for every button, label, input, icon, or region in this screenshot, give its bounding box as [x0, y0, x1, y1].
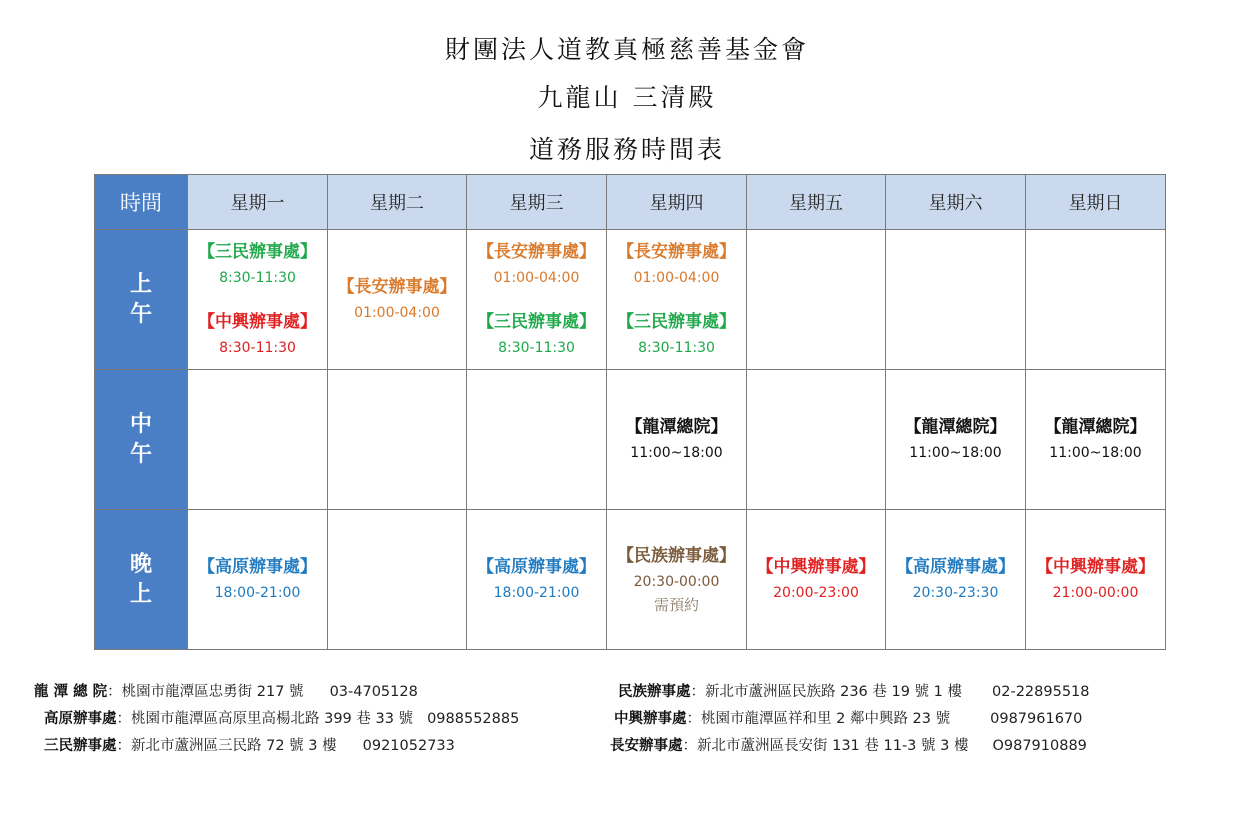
schedule-cell-morning-fri	[747, 230, 886, 370]
office-label: 【三民辦事處】	[477, 311, 596, 332]
day-header-tue: 星期二	[328, 175, 467, 230]
office-hours: 8:30-11:30	[498, 339, 575, 356]
office-entry	[477, 241, 596, 289]
office-entry	[757, 556, 876, 604]
office-hours: 18:00-21:00	[214, 584, 301, 601]
office-label: 【龍潭總院】	[625, 416, 728, 437]
day-header-sat: 星期六	[886, 175, 1026, 230]
office-phone: O987910889	[992, 738, 1087, 754]
office-entry	[896, 556, 1015, 604]
office-label: 【中興辦事處】	[756, 556, 876, 577]
schedule-cell-noon-fri	[747, 370, 886, 510]
time-slot-char: 午	[129, 441, 152, 467]
time-header: 時間	[95, 175, 188, 230]
office-hours: 8:30-11:30	[219, 339, 296, 356]
office-address: 新北市蘆洲區三民路 72 號 3 樓	[131, 738, 337, 754]
office-entry	[338, 276, 457, 324]
office-entry	[1045, 416, 1147, 464]
schedule-cell-morning-sat	[886, 230, 1026, 370]
schedule-cell-morning-thu	[607, 230, 747, 370]
office-entry	[477, 311, 596, 359]
schedule-cell-evening-fri	[747, 510, 886, 650]
office-hours: 21:00-00:00	[1052, 584, 1139, 601]
office-entry	[198, 241, 317, 289]
office-name: 長安辦事處	[610, 738, 683, 754]
time-slot-char: 午	[129, 301, 152, 327]
office-phone: 0987961670	[990, 711, 1083, 727]
office-hours: 18:00-21:00	[493, 584, 580, 601]
address-changan: 長安辦事處：新北市蘆洲區長安街 131 巷 11-3 號 3 樓 O987910889	[610, 738, 1087, 754]
temple-title: 九龍山 三清殿	[537, 83, 717, 112]
office-label: 【長安辦事處】	[477, 241, 596, 262]
day-header-mon: 星期一	[188, 175, 328, 230]
office-name: 民族辦事處	[618, 684, 691, 700]
schedule-title: 道務服務時間表	[528, 135, 725, 164]
office-label: 【民族辦事處】	[617, 545, 736, 566]
address-zhongxing: 中興辦事處：桃園市龍潭區祥和里 2 鄰中興路 23 號 0987961670	[614, 711, 1083, 727]
time-slot-evening	[95, 510, 188, 650]
office-entry	[617, 241, 736, 289]
schedule-cell-noon-wed	[467, 370, 607, 510]
schedule-table	[94, 174, 1166, 650]
schedule-row-evening	[95, 510, 1166, 650]
office-phone: 0988552885	[427, 711, 520, 727]
office-hours: 20:30-00:00	[633, 573, 720, 590]
office-name: 三民辦事處	[44, 738, 117, 754]
day-header-sun: 星期日	[1026, 175, 1166, 230]
office-hours: 11:00~18:00	[1049, 444, 1142, 461]
office-address: 新北市蘆洲區長安街 131 巷 11-3 號 3 樓	[697, 738, 969, 754]
address-gaoyuan: 高原辦事處：桃園市龍潭區高原里高楊北路 399 巷 33 號 0988552885	[44, 711, 520, 727]
time-slot-char: 晚	[129, 551, 152, 577]
schedule-cell-evening-sun	[1026, 510, 1166, 650]
day-header-fri: 星期五	[747, 175, 886, 230]
office-phone: 0921052733	[362, 738, 455, 754]
office-label: 【龍潭總院】	[904, 416, 1007, 437]
address-sanmin: 三民辦事處：新北市蘆洲區三民路 72 號 3 樓 0921052733	[44, 738, 455, 754]
schedule-cell-morning-sun	[1026, 230, 1166, 370]
foundation-title: 財團法人道教真極慈善基金會	[444, 35, 809, 64]
schedule-cell-morning-tue	[328, 230, 467, 370]
schedule-cell-noon-mon	[188, 370, 328, 510]
day-header-wed: 星期三	[467, 175, 607, 230]
schedule-cell-noon-sun	[1026, 370, 1166, 510]
schedule-cell-evening-thu	[607, 510, 747, 650]
schedule-cell-evening-sat	[886, 510, 1026, 650]
office-entry	[617, 311, 736, 359]
office-phone: 03-4705128	[329, 684, 418, 700]
office-label: 【高原辦事處】	[896, 556, 1015, 577]
time-slot-char: 上	[129, 271, 152, 297]
schedule-cell-noon-tue	[328, 370, 467, 510]
office-entry	[905, 416, 1007, 464]
office-hours: 11:00~18:00	[909, 444, 1002, 461]
schedule-row-noon	[95, 370, 1166, 510]
office-name: 龍 潭 總 院	[34, 684, 108, 700]
office-entry	[617, 545, 736, 615]
schedule-header-row	[95, 175, 1166, 230]
office-entry	[626, 416, 728, 464]
office-entry	[1036, 556, 1155, 604]
office-entry	[477, 556, 596, 604]
office-entry	[198, 311, 317, 359]
schedule-cell-noon-thu	[607, 370, 747, 510]
office-label: 【中興辦事處】	[1036, 556, 1155, 577]
time-slot-noon	[95, 370, 188, 510]
office-hours: 01:00-04:00	[633, 269, 720, 286]
office-label: 【長安辦事處】	[337, 276, 457, 297]
time-slot-morning	[95, 230, 188, 370]
office-name: 高原辦事處	[44, 711, 117, 727]
schedule-cell-evening-mon	[188, 510, 328, 650]
office-label: 【三民辦事處】	[617, 311, 736, 332]
office-address: 桃園市龍潭區高原里高楊北路 399 巷 33 號	[131, 711, 414, 727]
address-minzu: 民族辦事處：新北市蘆洲區民族路 236 巷 19 號 1 樓 02-22895518	[618, 684, 1090, 700]
office-hours: 8:30-11:30	[638, 339, 715, 356]
schedule-cell-evening-wed	[467, 510, 607, 650]
schedule-cell-morning-mon	[188, 230, 328, 370]
office-hours: 01:00-04:00	[493, 269, 580, 286]
office-label: 【高原辦事處】	[198, 556, 317, 577]
office-label: 【三民辦事處】	[198, 241, 317, 262]
office-hours: 01:00-04:00	[354, 304, 440, 321]
office-hours: 8:30-11:30	[219, 269, 296, 286]
office-address: 桃園市龍潭區祥和里 2 鄰中興路 23 號	[701, 711, 951, 727]
address-longtan: 龍 潭 總 院：桃園市龍潭區忠勇街 217 號 03-4705128	[34, 684, 418, 700]
reservation-note: 需預約	[653, 595, 699, 614]
office-name: 中興辦事處	[614, 711, 687, 727]
schedule-cell-evening-tue	[328, 510, 467, 650]
office-label: 【高原辦事處】	[477, 556, 596, 577]
office-address: 桃園市龍潭區忠勇街 217 號	[121, 684, 304, 700]
schedule-cell-noon-sat	[886, 370, 1026, 510]
schedule-row-morning	[95, 230, 1166, 370]
time-slot-char: 上	[129, 581, 152, 607]
office-label: 【長安辦事處】	[617, 241, 736, 262]
schedule-cell-morning-wed	[467, 230, 607, 370]
office-label: 【龍潭總院】	[1044, 416, 1147, 437]
office-phone: 02-22895518	[992, 684, 1090, 700]
office-entry	[198, 556, 317, 604]
office-hours: 11:00~18:00	[630, 444, 723, 461]
office-hours: 20:30-23:30	[912, 584, 999, 601]
time-slot-char: 中	[129, 411, 152, 437]
day-header-thu: 星期四	[607, 175, 747, 230]
office-address: 新北市蘆洲區民族路 236 巷 19 號 1 樓	[705, 684, 963, 700]
office-hours: 20:00-23:00	[773, 584, 859, 601]
office-label: 【中興辦事處】	[198, 311, 317, 332]
